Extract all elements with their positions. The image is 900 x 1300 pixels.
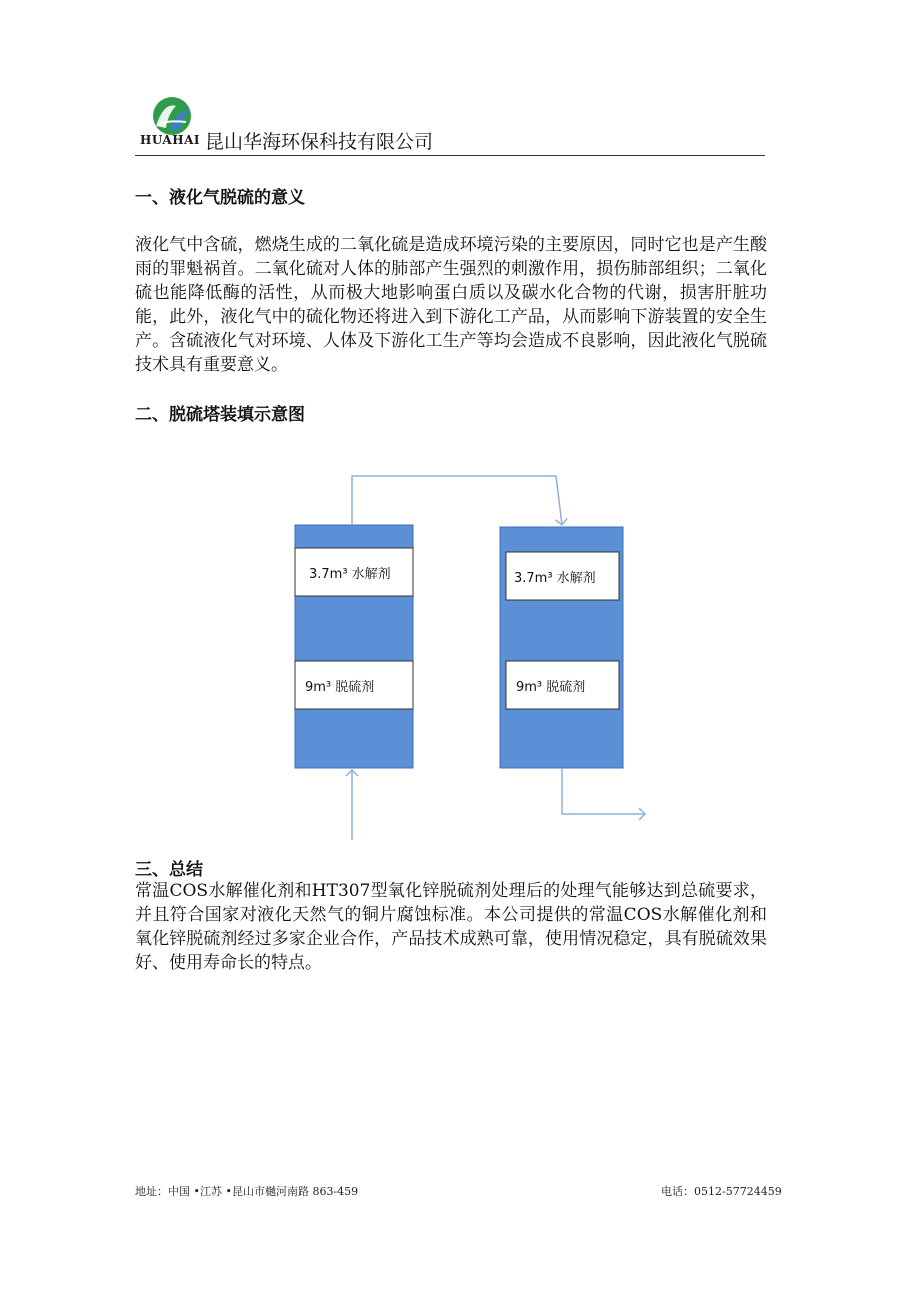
paragraph-text: 常温COS水解催化剂和HT307型氧化锌脱硫剂处理后的处理气能够达到总硫要求，并且符合国家对液化天然气的铜片腐蚀标准。本公司提供的常温COS水解催化剂和氧化锌脱硫剂经过多家企业合作，产品技术成熟可靠，使用情况稳定，具有脱硫效果好、使用寿命长的特点。 — [135, 881, 767, 973]
company-name: 昆山华海环保科技有限公司 — [205, 131, 434, 153]
footer-phone: 电话：0512-57724459 — [661, 1185, 782, 1198]
section-heading-diagram: 二、脱硫塔装填示意图 — [135, 405, 305, 425]
footer-address: 地址：中国 •江苏 •昆山市樾河南路 863-459 — [135, 1185, 359, 1198]
transfer-arrow — [352, 476, 562, 525]
outlet-arrow — [562, 768, 645, 814]
tower-1-desulfurizer-label: 9m³ 脱硫剂 — [305, 680, 375, 695]
section-heading-summary: 三、总结 — [135, 860, 203, 880]
section-heading-significance: 一、液化气脱硫的意义 — [135, 188, 305, 208]
tower-2-desulfurizer-label: 9m³ 脱硫剂 — [516, 680, 586, 695]
paragraph-text: 液化气中含硫，燃烧生成的二氧化硫是造成环境污染的主要原因，同时它也是产生酸雨的罪魁祸首。二氧化硫对人体的肺部产生强烈的刺激作用，损伤肺部组织；二氧化硫也能降低酶的活性，从而极大地影响蛋白质以及碳水化合物的代谢，损害肝脏功能，此外，液化气中的硫化物还将进入到下游化工产品，从而影响下游装置的安全生产。含硫液化气对环境、人体及下游化工生产等均会造成不良影响，因此液化气脱硫技术具有重要意义。 — [135, 235, 767, 375]
tower-1-hydrolysis-label: 3.7m³ 水解剂 — [309, 567, 391, 582]
logo-wordmark: HUAHAI — [140, 133, 201, 147]
section-paragraph-summary — [135, 879, 767, 975]
tower-2-hydrolysis-label: 3.7m³ 水解剂 — [514, 571, 596, 586]
